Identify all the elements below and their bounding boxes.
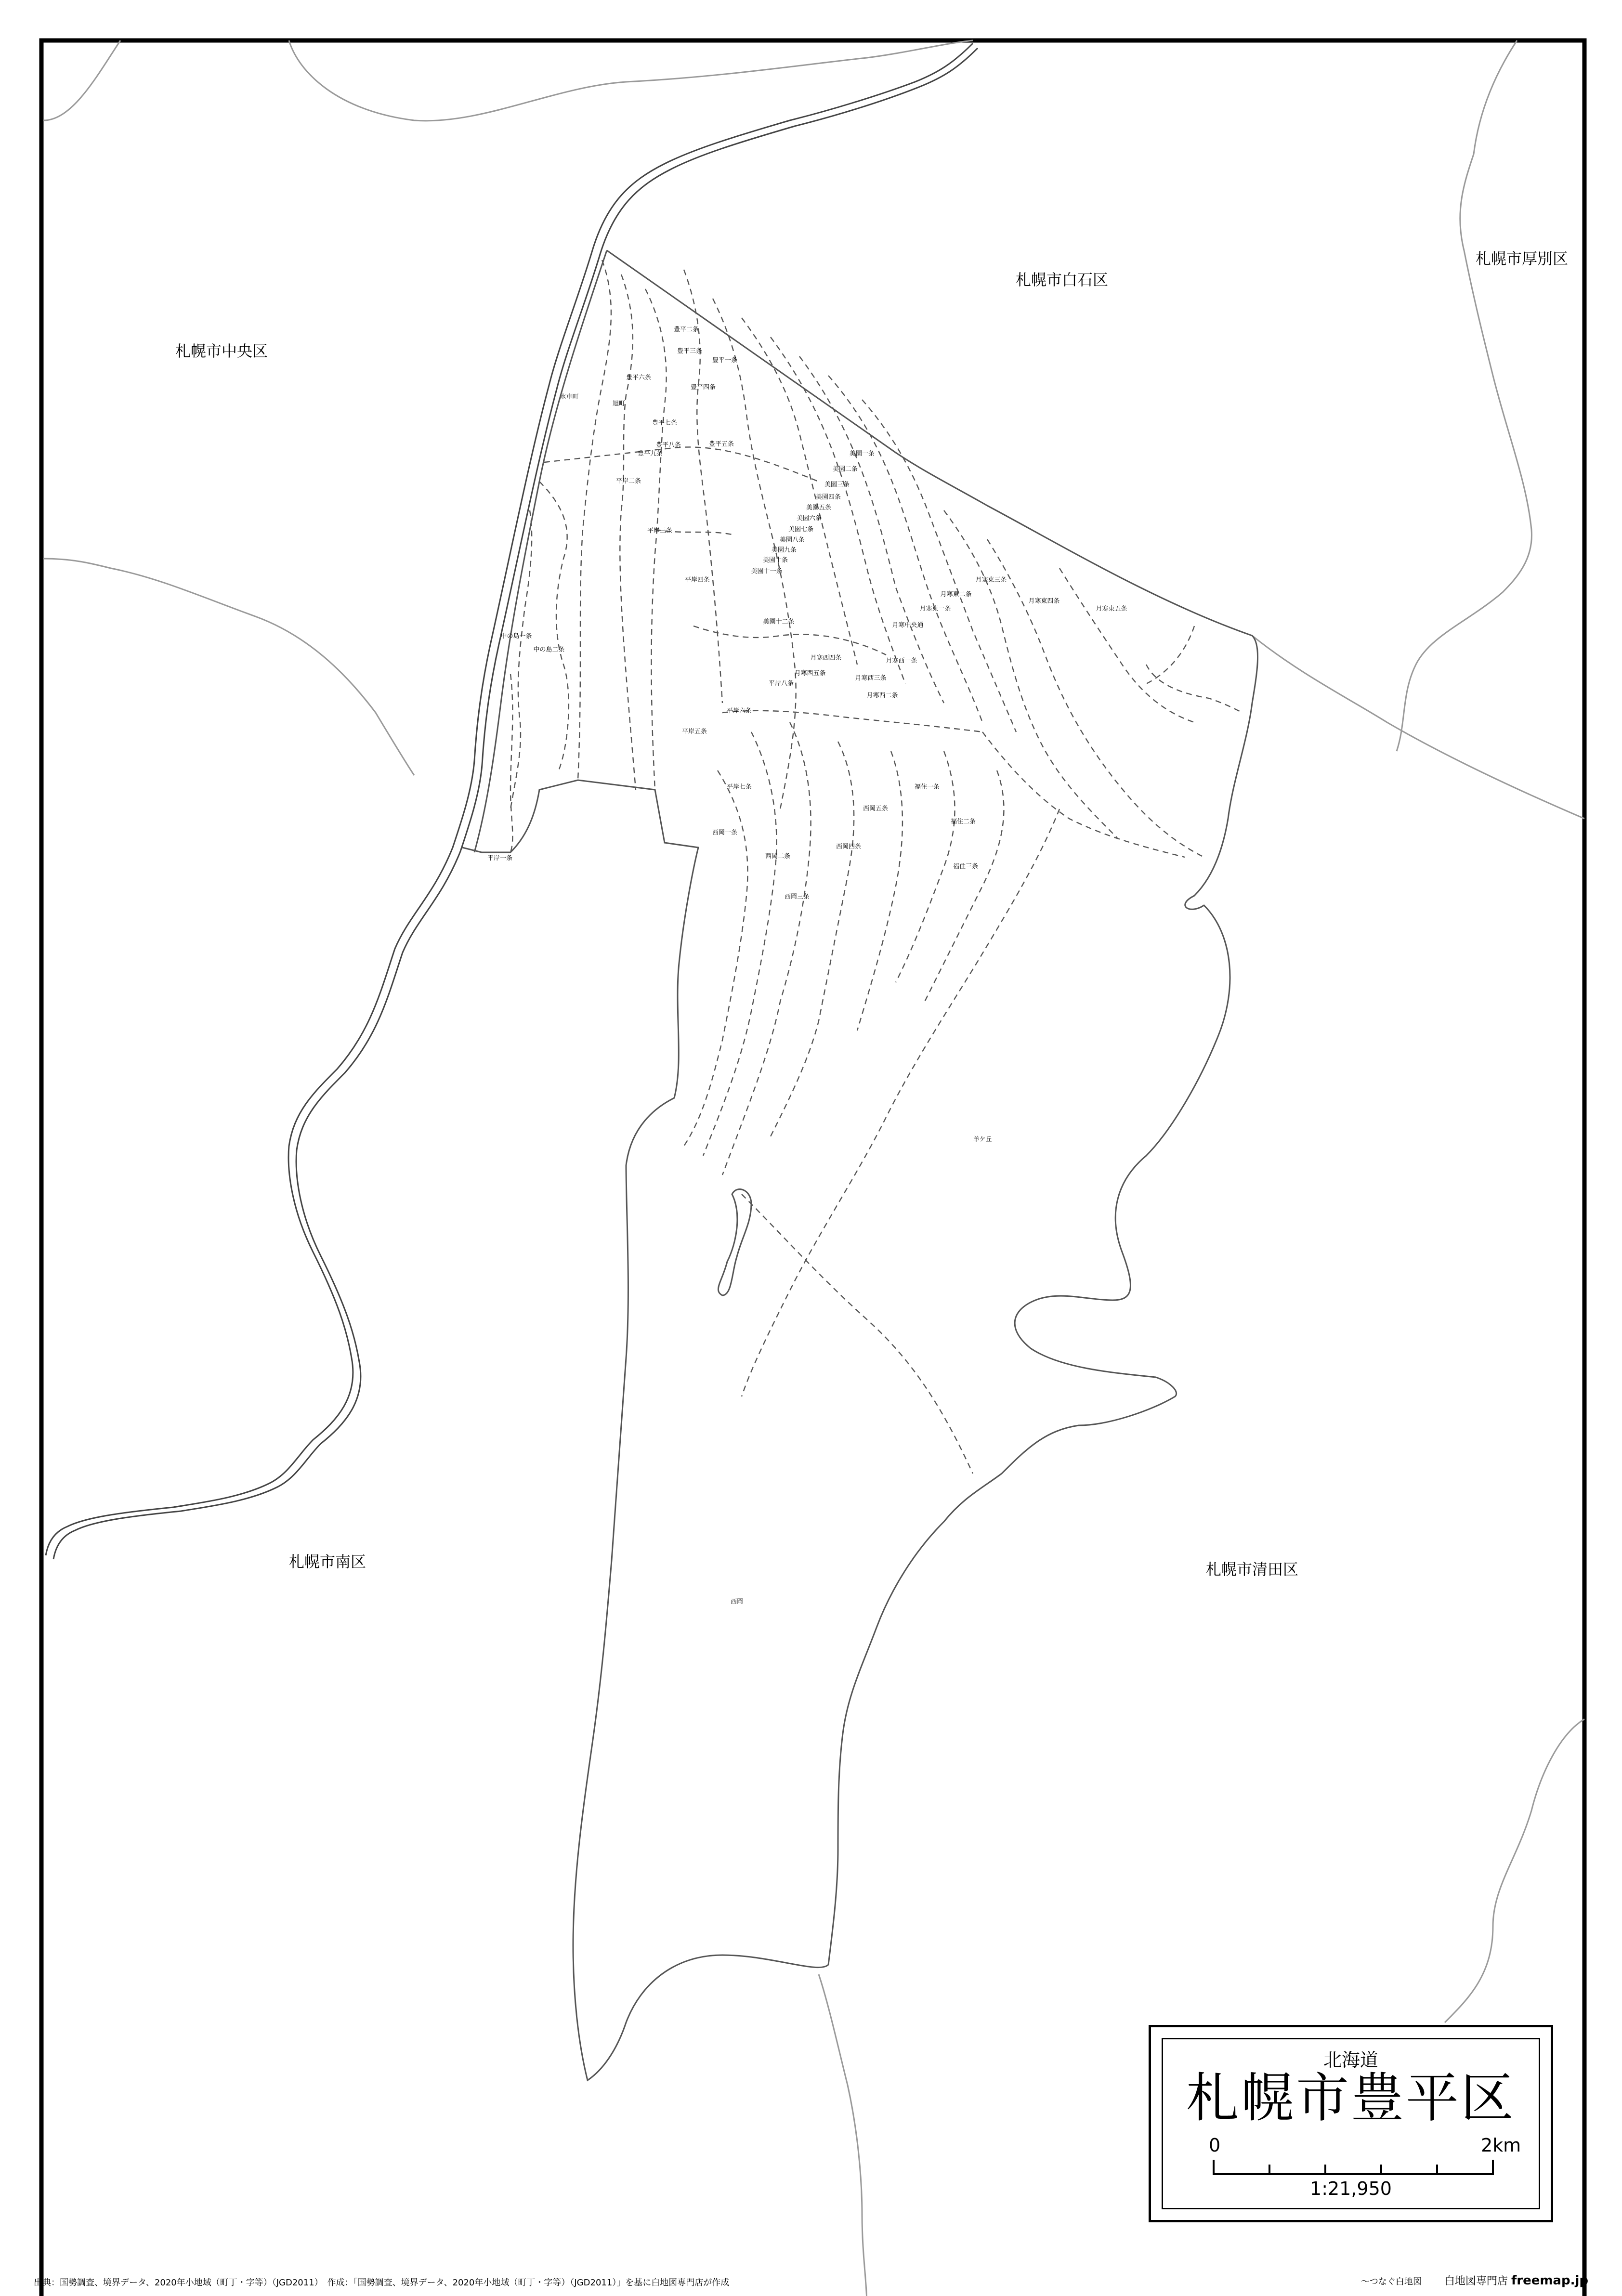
town-label: 平岸三条 — [647, 527, 673, 535]
ward-labels — [175, 249, 1568, 1578]
town-label: 月寒西五条 — [794, 670, 826, 677]
town-label: 西岡三条 — [784, 893, 810, 900]
title-cartouche — [1149, 2025, 1553, 2222]
town-label: 月寒中央通 — [892, 622, 924, 629]
town-label: 平岸七条 — [726, 783, 752, 791]
ward-label-shiroishi: 札幌市白石区 — [1015, 271, 1109, 289]
brand-tagline: 〜つなぐ白地図 — [1360, 2277, 1422, 2287]
town-label: 豊平三条 — [677, 348, 703, 355]
town-label: 美園七条 — [788, 526, 814, 533]
town-label: 月寒東一条 — [919, 605, 951, 613]
town-label: 美園十二条 — [763, 618, 795, 626]
town-label: 西岡 — [730, 1598, 744, 1605]
ward-label-chuo: 札幌市中央区 — [175, 342, 268, 360]
town-label: 西岡二条 — [765, 853, 791, 860]
source-credit: 出典：国勢調査、境界データ、2020年小地域（町丁・字等）（JGD2011） 作成：「国勢調査、境界データ、2020年小地域（町丁・字等）（JGD2011）」を基に白地図専門店が作成 — [34, 2278, 730, 2288]
ward-label-atsubetsu: 札幌市厚別区 — [1475, 249, 1569, 268]
town-label: 美園九条 — [771, 547, 797, 554]
town-label: 福住三条 — [953, 863, 979, 870]
town-label: 豊平九条 — [637, 450, 663, 457]
town-label: 月寒西四条 — [810, 654, 842, 662]
title-cartouche-inner — [1162, 2038, 1540, 2209]
map-frame — [41, 40, 1584, 2296]
town-label: 水車町 — [560, 393, 579, 401]
neighbor-boundaries — [43, 40, 1584, 2296]
prefecture-label: 北海道 — [1323, 2049, 1378, 2071]
town-label: 月寒東四条 — [1028, 598, 1060, 605]
town-label: 豊平七条 — [652, 419, 678, 427]
town-label: 豊平二条 — [673, 326, 699, 333]
town-label: 福住一条 — [914, 783, 940, 791]
town-label: 月寒東二条 — [940, 591, 972, 598]
town-label: 西岡一条 — [712, 829, 738, 836]
town-label: 豊平八条 — [655, 442, 681, 449]
toyohira-river — [46, 43, 978, 1559]
town-label: 月寒西二条 — [866, 692, 898, 699]
town-label: 羊ケ丘 — [973, 1136, 992, 1143]
town-label: 豊平五条 — [708, 441, 734, 448]
town-label: 西岡五条 — [863, 805, 889, 812]
town-boundaries — [510, 260, 1243, 1474]
brand-credit — [1361, 2273, 1588, 2288]
town-label: 西岡四条 — [836, 843, 862, 850]
brand-url: freemap.jp — [1511, 2273, 1588, 2288]
scale-end-label: 2km — [1481, 2135, 1521, 2156]
ward-label-kiyota: 札幌市清田区 — [1205, 1560, 1299, 1578]
town-label: 平岸八条 — [768, 680, 794, 687]
town-label: 福住二条 — [950, 818, 976, 825]
town-label: 中の島二条 — [533, 646, 565, 653]
ward-label-minami: 札幌市南区 — [288, 1552, 366, 1571]
town-label: 月寒東五条 — [1096, 605, 1127, 613]
town-label: 平岸五条 — [681, 728, 707, 735]
town-label: 豊平六条 — [626, 374, 652, 381]
town-label: 平岸六条 — [726, 707, 752, 715]
town-label: 平岸四条 — [684, 576, 710, 584]
town-label: 美園十条 — [762, 557, 788, 564]
town-label: 美園三条 — [824, 481, 850, 488]
scale-start-label: 0 — [1209, 2135, 1221, 2156]
town-label: 中の島一条 — [500, 633, 532, 640]
town-label: 美園一条 — [849, 450, 875, 457]
brand-name: 白地図専門店 — [1444, 2275, 1508, 2287]
map-title: 札幌市豊平区 — [1186, 2067, 1516, 2129]
town-label: 平岸一条 — [487, 855, 513, 862]
town-label: 美園五条 — [806, 504, 832, 511]
town-label: 美園六条 — [796, 515, 822, 522]
town-labels — [487, 326, 1127, 1605]
town-label: 豊平一条 — [712, 357, 738, 364]
town-label: 月寒西三条 — [855, 675, 887, 682]
town-label: 豊平四条 — [690, 384, 716, 391]
town-label: 平岸二条 — [615, 478, 641, 485]
town-label: 美園十一条 — [751, 568, 783, 575]
town-label: 美園四条 — [815, 494, 841, 501]
town-label: 月寒東三条 — [975, 576, 1007, 584]
town-label: 月寒西一条 — [886, 657, 917, 665]
town-label: 美園二条 — [832, 466, 858, 473]
scale-ratio: 1:21,950 — [1310, 2178, 1392, 2199]
town-label: 美園八条 — [779, 536, 805, 544]
town-label: 旭町 — [612, 400, 626, 407]
